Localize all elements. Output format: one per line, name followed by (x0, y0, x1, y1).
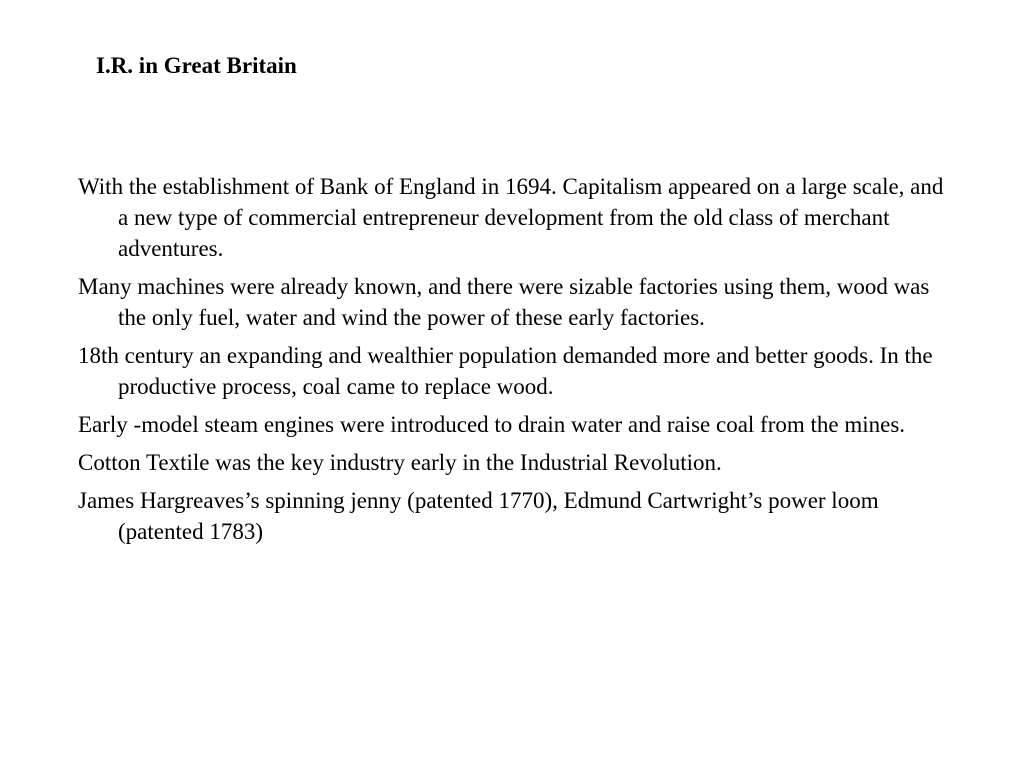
paragraph-bank-of-england: With the establishment of Bank of England in 1694. Capitalism appeared on a large scale, and a new type of commercial entrepreneur development from the old class of merchant adventures. (78, 174, 944, 261)
paragraph-steam-engines: Early -model steam engines were introduced to drain water and raise coal from the mines. (78, 412, 906, 437)
paragraph-cotton-textile: Cotton Textile was the key industry early in the Industrial Revolution. (78, 450, 722, 475)
slide-title: I.R. in Great Britain (96, 53, 297, 78)
paragraph-population-coal: 18th century an expanding and wealthier population demanded more and better goods. In the productive process, coal came to replace wood. (78, 343, 933, 399)
slide-body (78, 171, 948, 554)
paragraph-machines-factories: Many machines were already known, and there were sizable factories using them, wood was the only fuel, water and wind the power of these early factories. (78, 274, 930, 330)
paragraph-inventions: James Hargreaves’s spinning jenny (patented 1770), Edmund Cartwright’s power loom (patented 1783) (78, 488, 879, 544)
